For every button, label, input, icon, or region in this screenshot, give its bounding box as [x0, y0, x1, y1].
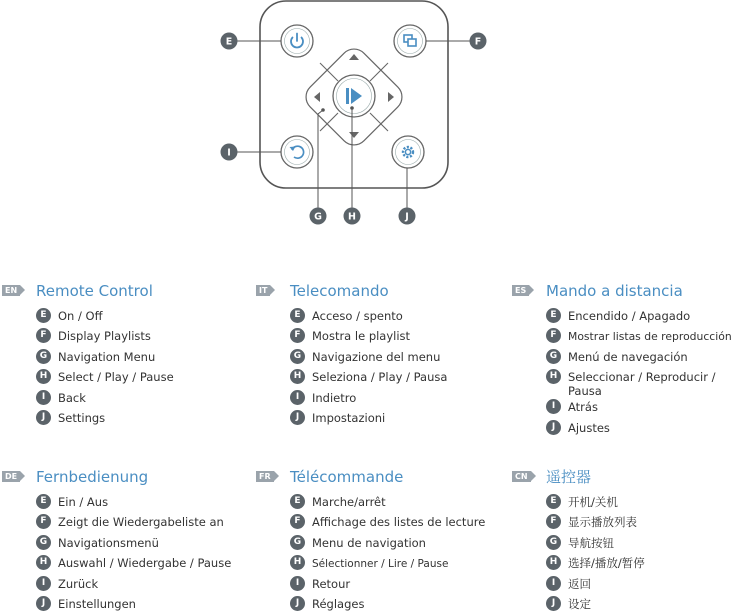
badge-i: I — [36, 576, 51, 591]
list-item — [290, 575, 485, 595]
badge-g: G — [546, 535, 561, 550]
list-item — [290, 493, 485, 513]
badge-e: E — [36, 494, 51, 509]
item-label: Select / Play / Pause — [58, 370, 174, 385]
badge-f: F — [290, 328, 305, 343]
badge-h: H — [546, 369, 561, 384]
item-label: Retour — [312, 576, 351, 591]
callout-g — [310, 208, 327, 225]
item-label: 导航按钮 — [568, 535, 614, 550]
item-label: Navigation Menu — [58, 349, 156, 364]
list-item — [36, 595, 231, 615]
item-label: Acceso / spento — [312, 309, 403, 323]
legend-list — [290, 307, 447, 429]
select-play-pause-button[interactable] — [333, 75, 375, 117]
list-item — [546, 327, 732, 347]
legend-list — [546, 493, 645, 615]
language-tag: CN — [512, 471, 531, 482]
svg-text:I: I — [227, 147, 231, 159]
list-item — [546, 398, 732, 418]
callout-e — [221, 33, 238, 50]
item-label: Ein / Aus — [58, 495, 109, 509]
badge-i: I — [36, 390, 51, 405]
badge-i: I — [290, 576, 305, 591]
badge-g: G — [546, 349, 561, 364]
legend-list — [36, 307, 174, 429]
list-item — [290, 554, 485, 574]
item-label: Marche/arrêt — [312, 495, 386, 509]
item-label: Back — [58, 390, 86, 405]
badge-f: F — [36, 328, 51, 343]
item-label: Encendido / Apagado — [568, 309, 691, 323]
item-label: Settings — [58, 410, 106, 425]
item-label: Navigationsmenü — [58, 535, 159, 550]
badge-j: J — [290, 596, 305, 611]
item-label: Menú de navegación — [568, 349, 688, 364]
section-title: Télécommande — [290, 468, 404, 486]
list-item — [290, 348, 447, 368]
list-item — [290, 327, 447, 347]
badge-g: G — [290, 535, 305, 550]
badge-j: J — [546, 420, 561, 435]
item-label: Seleccionar / Reproducir / Pausa — [568, 370, 716, 399]
badge-j: J — [546, 596, 561, 611]
badge-i: I — [290, 390, 305, 405]
section-title: 遥控器 — [546, 468, 592, 486]
list-item — [290, 389, 447, 409]
list-item — [36, 513, 231, 533]
list-item — [36, 409, 174, 429]
callout-i — [221, 144, 238, 161]
svg-text:F: F — [474, 36, 482, 48]
item-label: Ajustes — [568, 420, 610, 435]
list-item — [290, 307, 447, 327]
badge-j: J — [36, 596, 51, 611]
list-item — [546, 348, 732, 368]
list-item — [546, 419, 732, 439]
legend-list — [36, 493, 231, 615]
item-label: Sélectionner / Lire / Pause — [312, 558, 449, 571]
callout-j — [399, 208, 416, 225]
list-item — [36, 327, 174, 347]
list-item — [290, 534, 485, 554]
language-tag: EN — [2, 285, 20, 296]
list-item — [36, 368, 174, 388]
language-tag: FR — [256, 471, 274, 482]
item-label: Réglages — [312, 596, 365, 611]
item-label: 选择/播放/暂停 — [568, 556, 645, 571]
item-label: Impostazioni — [312, 410, 386, 425]
item-label: 设定 — [568, 596, 591, 611]
list-item — [36, 307, 174, 327]
badge-f: F — [36, 514, 51, 529]
callout-f — [470, 33, 487, 50]
list-item — [546, 307, 732, 327]
language-tag: IT — [256, 285, 270, 296]
list-item — [290, 595, 485, 615]
badge-g: G — [36, 349, 51, 364]
remote-diagram — [0, 0, 733, 240]
item-label: Affichage des listes de lecture — [312, 515, 486, 530]
list-item — [546, 493, 645, 513]
language-tag: ES — [512, 285, 529, 296]
item-label: Indietro — [312, 390, 357, 405]
section-title: Remote Control — [36, 282, 153, 300]
item-label: Navigazione del menu — [312, 349, 441, 364]
svg-text:G: G — [314, 211, 322, 223]
list-item — [36, 534, 231, 554]
badge-e: E — [36, 308, 51, 323]
badge-e: E — [546, 494, 561, 509]
playlists-button[interactable] — [394, 25, 426, 57]
item-label: Display Playlists — [58, 329, 151, 344]
svg-text:E: E — [225, 36, 233, 48]
badge-h: H — [290, 555, 305, 570]
badge-i: I — [546, 399, 561, 414]
item-label: 开机/关机 — [568, 495, 618, 509]
section-title: Telecomando — [290, 282, 389, 300]
badge-h: H — [546, 555, 561, 570]
list-item — [290, 409, 447, 429]
item-label: 显示播放列表 — [568, 515, 637, 530]
list-item — [36, 389, 174, 409]
list-item — [546, 368, 718, 398]
item-label: Atrás — [568, 400, 598, 415]
list-item — [290, 368, 447, 388]
badge-h: H — [36, 555, 51, 570]
item-label: Mostrar listas de reproducción — [568, 330, 732, 344]
item-label: Menu de navigation — [312, 535, 426, 550]
section-title: Mando a distancia — [546, 282, 683, 300]
badge-f: F — [546, 514, 561, 529]
power-button[interactable] — [281, 25, 313, 57]
svg-text:H: H — [348, 211, 356, 223]
item-label: Seleziona / Play / Pausa — [312, 370, 448, 385]
badge-f: F — [290, 514, 305, 529]
list-item — [546, 575, 645, 595]
item-label: Zurück — [58, 576, 99, 591]
item-label: Einstellungen — [58, 596, 136, 611]
badge-i: I — [546, 576, 561, 591]
badge-e: E — [290, 308, 305, 323]
language-tag: DE — [2, 471, 20, 482]
play-pause-icon — [346, 88, 349, 104]
item-label: On / Off — [58, 309, 103, 323]
badge-e: E — [290, 494, 305, 509]
badge-j: J — [290, 410, 305, 425]
list-item — [546, 534, 645, 554]
section-title: Fernbedienung — [36, 468, 149, 486]
badge-j: J — [36, 410, 51, 425]
badge-e: E — [546, 308, 561, 323]
callout-h — [344, 208, 361, 225]
badge-g: G — [290, 349, 305, 364]
list-item — [546, 513, 645, 533]
item-label: Zeigt die Wiedergabeliste an — [58, 515, 224, 530]
list-item — [36, 493, 231, 513]
legend-list — [290, 493, 485, 615]
legend-list — [546, 307, 732, 439]
badge-h: H — [290, 369, 305, 384]
item-label: 返回 — [568, 576, 591, 591]
back-button[interactable] — [281, 136, 313, 168]
list-item — [290, 513, 485, 533]
item-label: Mostra le playlist — [312, 329, 411, 344]
list-item — [36, 575, 231, 595]
settings-button[interactable] — [392, 136, 424, 168]
svg-text:J: J — [405, 211, 409, 223]
badge-g: G — [36, 535, 51, 550]
list-item — [36, 348, 174, 368]
badge-f: F — [546, 328, 561, 343]
list-item — [546, 554, 645, 574]
item-label: Auswahl / Wiedergabe / Pause — [58, 556, 232, 571]
list-item — [546, 595, 645, 615]
list-item — [36, 554, 231, 574]
badge-h: H — [36, 369, 51, 384]
